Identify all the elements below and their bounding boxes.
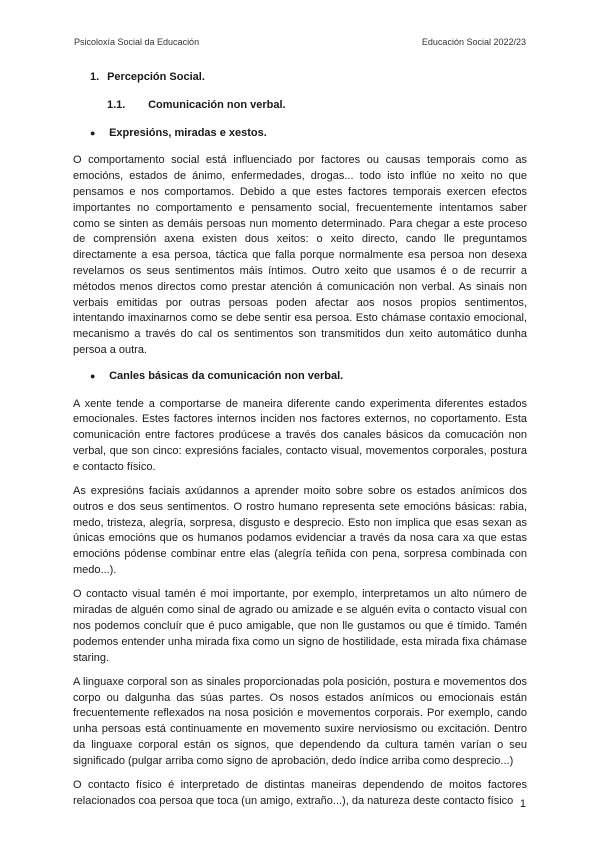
section-number: 1.	[90, 71, 100, 83]
header-course-title: Psicoloxía Social da Educación	[74, 37, 200, 47]
bullet-icon: ●	[90, 370, 96, 381]
subsection-number: 1.1.	[107, 98, 126, 111]
paragraph-eye-contact: O contacto visual tamén é moi importante, por exemplo, interpretamos un alto número de miradas de alguén como sinal de agrado ou amizade e se alguén evita o contacto visual con nos podemos concluír que é puco amigable, que non lle gustamos ou que é tímido. Tamén podemos entender unha mirada fixa como un signo de hostilidade, esta mirada fixa chámase staring.	[73, 588, 527, 664]
paragraph-body-language: A linguaxe corporal son as sinales proporcionadas pola posición, postura e movementos dos corpo ou dalgunha das súas partes. Os nosos estados anímicos ou emocionais están frecuentemente reflexados na nosa posición e movementos corporais. Por exemplo, cando unha persoas está continuamente en movemento suxire nerviosismo ou excitación. Dentro da linguaxe corporal están os signos, que dependendo da cultura tamén varían o seu significado (pulgar arriba como signo de aprobación, dedo índice arriba como desprecio...)	[73, 675, 527, 767]
subsection-heading	[107, 98, 527, 114]
paragraph-facial-expressions: As expresións faciais axúdannos a aprender moito sobre sobre os estados anímicos dos outros e dos seus sentimentos. O rostro humano representa sete emocións básicas: rabia, medo, tristeza, alegría, sorpresa, disgusto e desprecio. Esto non implica que esas sexan as únicas emocións que os humanos podamos evidenciar a través da nosa cara xa que estas emocións pódense combinar entre elas (alegría teñida con pena, sorpresa combinada con medo...).	[73, 485, 527, 577]
section-heading	[90, 70, 527, 86]
section-title: Percepción Social.	[107, 71, 205, 83]
paragraph-channels: A xente tende a comportarse de maneira diferente cando experimenta diferentes estados emocionales. Estes factores internos inciden nos factores externos, no coportamento. Esta comunicación entre factores prodúcese a través dos canales básicos da comucación non verbal, que son cinco: expresións faciales, contacto visual, movementos corporales, postura e contacto físico.	[73, 397, 527, 473]
subsection-title: Comunicación non verbal.	[148, 98, 286, 111]
paragraph-physical-contact: O contacto físico é interpretado de distintas maneiras dependendo de moitos factores relacionados coa persoa que toca (un amigo, extraño...), da natureza deste contacto físico	[73, 779, 527, 807]
page-number: 1	[519, 798, 526, 810]
header-course-year: Educación Social 2022/23	[421, 37, 526, 47]
bullet-heading-expressions	[90, 126, 527, 142]
bullet-heading-text: Expresións, miradas e xestos.	[109, 126, 267, 139]
bullet-heading-channels	[90, 369, 527, 385]
paragraph-social-behaviour: O comportamento social está influenciado por factores ou causas temporais como as emocións, estados de ánimo, enfermedades, drogas... todo isto inflúe no xeito no que pensamos e nos comportamos. Debido a que estes factores temporais exercen efectos importantes no comportamento e pensamento social, frecuentemente intentamos saber como se sinten as demáis persoas nun momento determinado. Para chegar a este proceso de comprensión axena existen dous xeitos: o xeito directo, cando lle preguntamos directamente a esa persoa, táctica que falla porque normalmente esa persoa non desexa revelarnos os seus sentimentos máis íntimos. Outro xeito que usamos é o de recurrir a métodos menos directos como prestar atención á comunicación non verbal. As sinais non verbais emitidas por outras persoas poden afectar aos nosos propios sentimentos, intentando imaxinarnos como se debe sentir esa persoa. Esto chámase contaxio emocional, mecanismo a través do cal os sentimentos son transmitidos dun xeito automático dunha persoa a outra.	[73, 154, 527, 356]
bullet-icon: ●	[90, 127, 96, 138]
bullet-heading-text: Canles básicas da comunicación non verbal.	[109, 369, 344, 382]
document-body	[73, 70, 527, 818]
